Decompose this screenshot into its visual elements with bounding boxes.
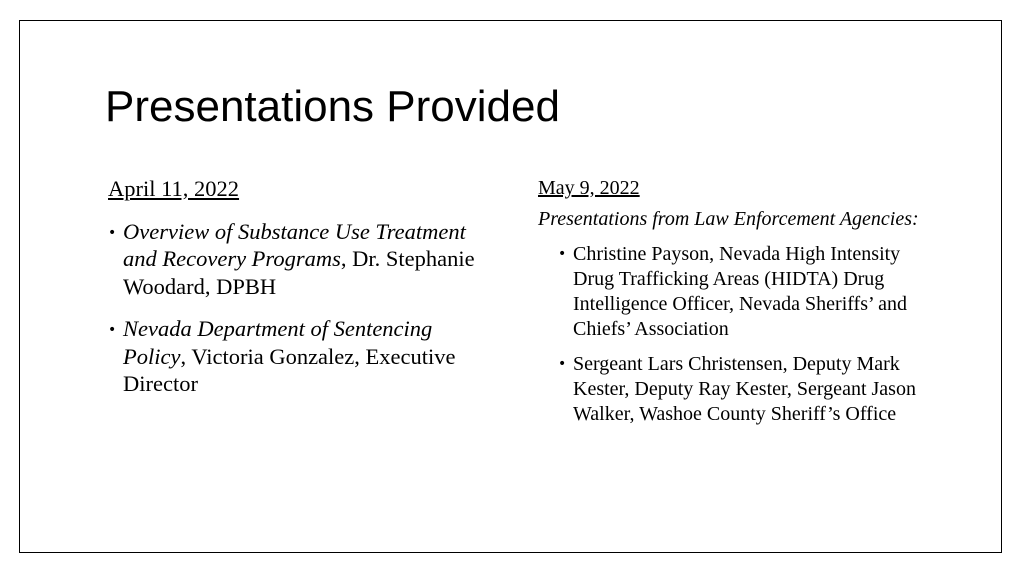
presentation-title: Nevada Department of Sentencing Policy (123, 316, 433, 369)
list-item (108, 218, 498, 301)
presenter-text: , Victoria Gonzalez, Executive Director (123, 343, 456, 396)
right-bullet-list (538, 242, 928, 427)
left-date: April 11, 2022 (108, 176, 240, 201)
list-item (558, 242, 928, 342)
presenter-text: , Dr. Stephanie Woodard, DPBH (123, 246, 475, 299)
right-column (538, 176, 928, 437)
presenter-text: Sergeant Lars Christensen, Deputy Mark Kester, Deputy Ray Kester, Sergeant Jason Walker, Washoe County Sheriff’s Office (573, 353, 916, 425)
presenter-text: Christine Payson, Nevada High Intensity Drug Trafficking Areas (HIDTA) Drug Intelligence Officer, Nevada Sheriffs’ and Chiefs’ Association (573, 243, 908, 340)
list-item (108, 315, 498, 398)
left-bullet-list (108, 218, 498, 398)
presentation-title: Overview of Substance Use Treatment and Recovery Programs (123, 218, 466, 271)
list-item (558, 352, 928, 427)
left-column (108, 175, 498, 413)
bullet-icon: • (108, 224, 117, 241)
slide (19, 20, 1002, 553)
bullet-icon: • (108, 322, 117, 338)
slide-title: Presentations Provided (105, 82, 560, 131)
right-date: May 9, 2022 (538, 177, 640, 199)
right-intro: Presentations from Law Enforcement Agencies: (538, 208, 919, 230)
bullet-icon: • (558, 246, 567, 262)
bullet-icon: • (558, 356, 567, 372)
